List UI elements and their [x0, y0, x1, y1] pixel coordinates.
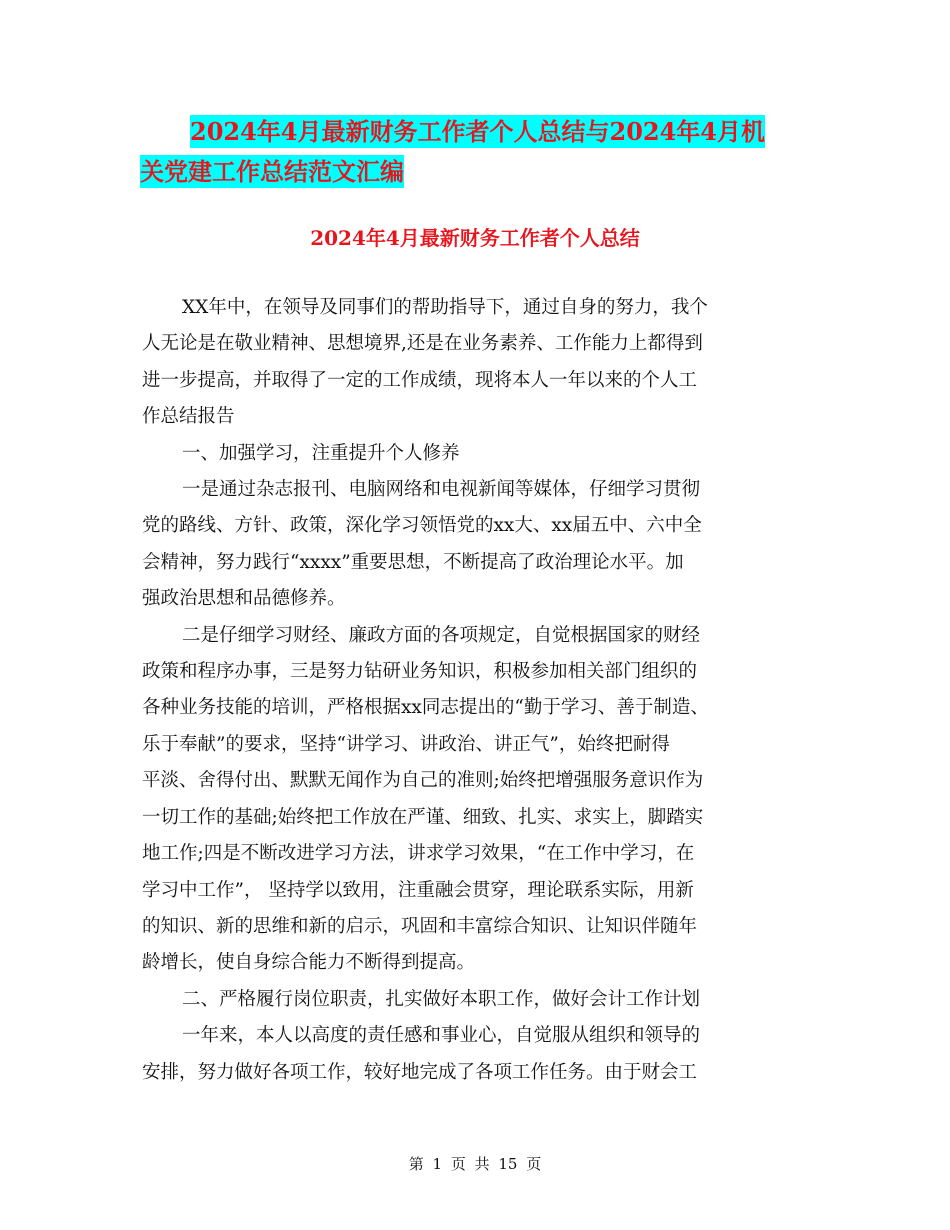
body-line: 党的路线、方针、政策，深化学习领悟党的xx大、xx届五中、六中全 — [142, 515, 702, 537]
body-line: 龄增长，使自身综合能力不断得到提高。 — [142, 952, 476, 974]
body-line: 乐于奉献”的要求，坚持“讲学习、讲政治、讲正气”，始终把耐得 — [142, 733, 670, 755]
body-line: 进一步提高，并取得了一定的工作成绩，现将本人一年以来的个人工 — [142, 369, 698, 391]
body-line: 一是通过杂志报刊、电脑网络和电视新闻等媒体，仔细学习贯彻 — [182, 479, 701, 501]
body-line: 的知识、新的思维和新的启示，巩固和丰富综合知识、让知识伴随年 — [142, 915, 698, 937]
body-line: 会精神，努力践行“xxxx”重要思想，不断提高了政治理论水平。加 — [142, 551, 684, 573]
body-line: 学习中工作”， 坚持学以致用，注重融会贯穿，理论联系实际，用新 — [142, 879, 694, 901]
body-line: 人无论是在敬业精神、思想境界,还是在业务素养、工作能力上都得到 — [142, 333, 703, 355]
body-line: 地工作;四是不断改进学习方法，讲求学习效果，“在工作中学习，在 — [142, 843, 695, 865]
body-line: 二是仔细学习财经、廉政方面的各项规定，自觉根据国家的财经 — [182, 624, 701, 646]
main-title-line-1-text: 2024年4月最新财务工作者个人总结与2024年4月机 — [190, 117, 765, 146]
body-heading: 二、严格履行岗位职责，扎实做好本职工作，做好会计工作计划 — [182, 988, 701, 1010]
body-line: 平淡、舍得付出、默默无闻作为自己的准则;始终把增强服务意识作为 — [142, 770, 704, 792]
section-title: 2024年4月最新财务工作者个人总结 — [310, 226, 640, 250]
document-body — [142, 290, 822, 1091]
body-line: 一切工作的基础;始终把工作放在严谨、细致、扎实、求实上，脚踏实 — [142, 806, 704, 828]
main-title-line-2-text: 关党建工作总结范文汇编 — [140, 157, 404, 186]
body-line: 一年来，本人以高度的责任感和事业心，自觉服从组织和领导的 — [182, 1025, 701, 1047]
page-footer: 第 1 页 共 15 页 — [408, 1155, 542, 1173]
main-title-line-1 — [140, 112, 830, 152]
body-line: 强政治思想和品德修养。 — [142, 588, 346, 610]
body-line: 作总结报告 — [142, 406, 235, 428]
body-line: 各种业务技能的培训，严格根据xx同志提出的“勤于学习、善于制造、 — [142, 697, 709, 719]
document-main-title — [140, 112, 830, 192]
main-title-line-2 — [140, 152, 830, 192]
body-line: XX年中，在领导及同事们的帮助指导下，通过自身的努力，我个 — [182, 297, 708, 318]
body-line: 政策和程序办事，三是努力钻研业务知识，积极参加相关部门组织的 — [142, 661, 698, 683]
body-heading: 一、加强学习，注重提升个人修养 — [182, 442, 460, 464]
body-line: 安排，努力做好各项工作，较好地完成了各项工作任务。由于财会工 — [142, 1061, 698, 1083]
